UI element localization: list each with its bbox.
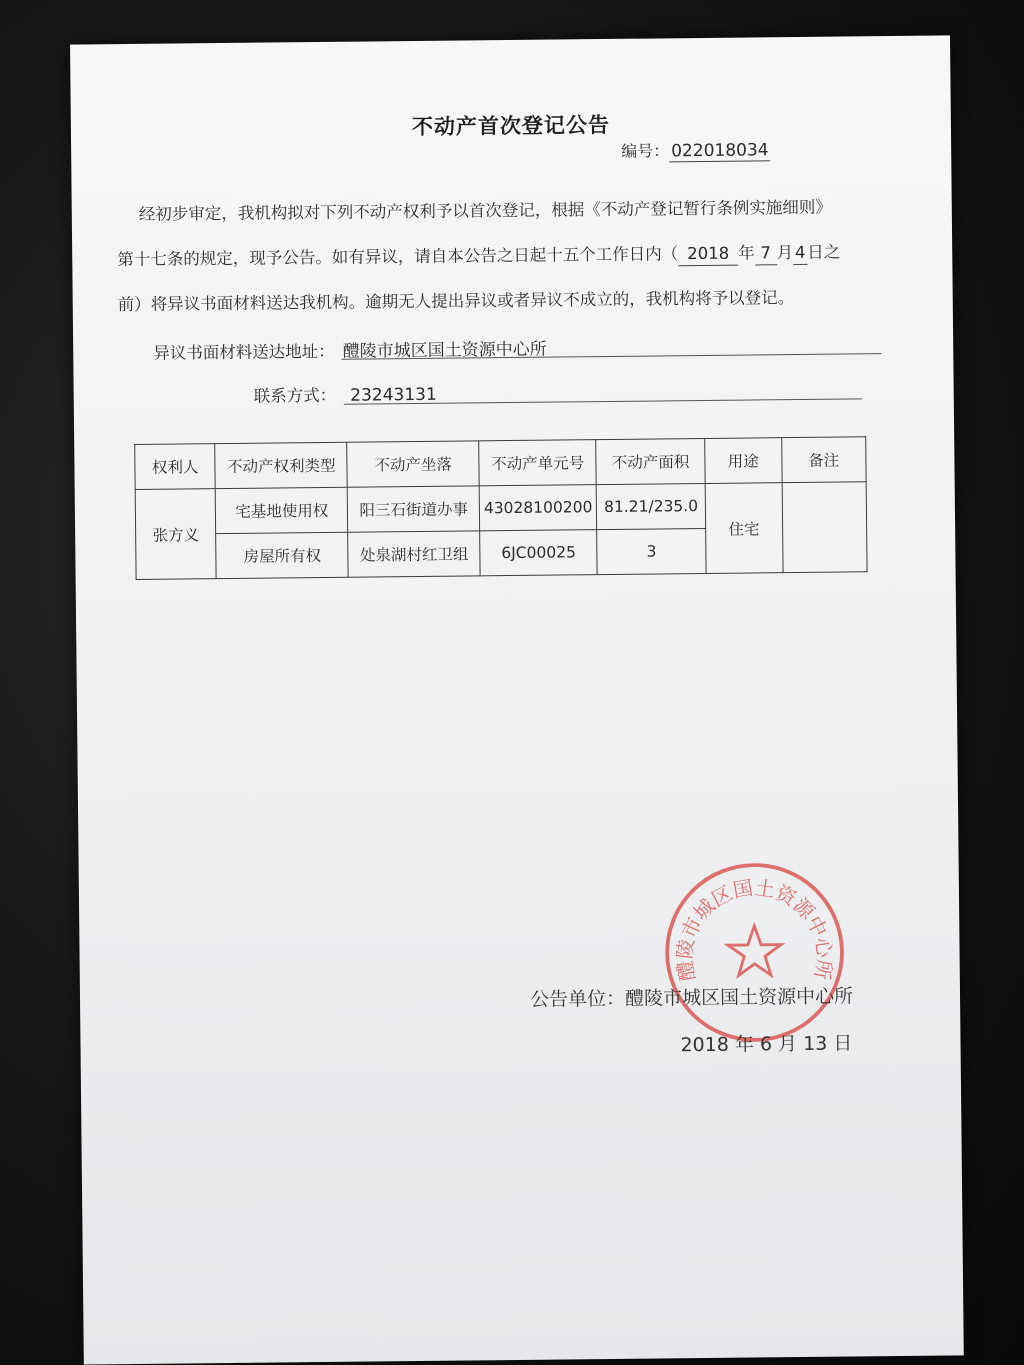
paragraph-1 xyxy=(117,196,907,226)
contact-value: 23243131 xyxy=(350,384,437,406)
paragraph-3 xyxy=(118,286,908,316)
cell-location-2: 处泉湖村红卫组 xyxy=(348,531,480,577)
notice-paper xyxy=(70,35,964,1364)
cell-unit-no-2: 6JC00025 xyxy=(480,530,597,576)
header-holder: 权利人 xyxy=(135,444,216,490)
seal-text: 醴陵市城区国土资源中心所 xyxy=(672,875,837,984)
paragraph-3-text: 前）将异议书面材料送达我机构。逾期无人提出异议或者异议不成立的，我机构将予以登记。 xyxy=(117,288,795,315)
cell-remark xyxy=(782,482,867,573)
header-remark: 备注 xyxy=(781,437,866,483)
cell-location-1: 阳三石街道办事 xyxy=(348,486,480,532)
document-number-value: 022018034 xyxy=(669,140,771,162)
issuer-line xyxy=(530,981,853,1011)
cell-right-type-2: 房屋所有权 xyxy=(216,532,348,578)
deadline-day: 4 xyxy=(793,242,807,265)
header-location: 不动产坐落 xyxy=(347,441,479,487)
cell-holder: 张方义 xyxy=(135,489,216,580)
cell-unit-no-1: 43028100200 xyxy=(479,485,596,531)
document-number-label: 编号： xyxy=(621,141,670,161)
issuer-name: 醴陵市城区国土资源中心所 xyxy=(624,985,854,1010)
cell-area-1: 81.21/235.0 xyxy=(596,483,705,529)
deadline-month-unit: 月 xyxy=(776,243,794,263)
contact-field xyxy=(254,381,437,407)
registration-table xyxy=(134,436,867,580)
address-label: 异议书面材料送达地址： xyxy=(153,341,335,363)
issue-date: 2018 年 6 月 13 日 xyxy=(680,1032,853,1057)
header-use: 用途 xyxy=(705,438,782,484)
deadline-year-unit: 年 xyxy=(738,243,755,263)
official-seal xyxy=(659,856,851,1048)
header-unit-no: 不动产单元号 xyxy=(479,440,596,486)
header-right-type: 不动产权利类型 xyxy=(215,442,347,488)
seal-star-icon xyxy=(728,926,782,976)
paragraph-1-text: 经初步审定，我机构拟对下列不动产权利予以首次登记，根据《不动产登记暂行条例实施细则》 xyxy=(138,197,832,224)
address-value: 醴陵市城区国土资源中心所 xyxy=(342,339,547,362)
paragraph-2-text-a: 第十七条的规定，现予公告。如有异议，请自本公告之日起十五个工作日内（ xyxy=(117,244,679,270)
cell-area-2: 3 xyxy=(597,528,706,574)
deadline-year: 2018 xyxy=(678,243,738,267)
contact-label: 联系方式： xyxy=(253,385,337,406)
table-header-row xyxy=(135,437,866,490)
deadline-month: 7 xyxy=(755,242,777,265)
cell-right-type-1: 宅基地使用权 xyxy=(216,487,348,533)
cell-use: 住宅 xyxy=(705,483,782,574)
issuer-label: 公告单位： xyxy=(529,987,626,1011)
table-row xyxy=(135,482,866,535)
paragraph-2 xyxy=(117,241,907,272)
address-field xyxy=(153,335,547,364)
paragraph-2-text-b: 日之 xyxy=(807,242,841,262)
document-number xyxy=(621,137,771,162)
header-area: 不动产面积 xyxy=(596,438,705,484)
page-title: 不动产首次登记公告 xyxy=(411,112,611,140)
